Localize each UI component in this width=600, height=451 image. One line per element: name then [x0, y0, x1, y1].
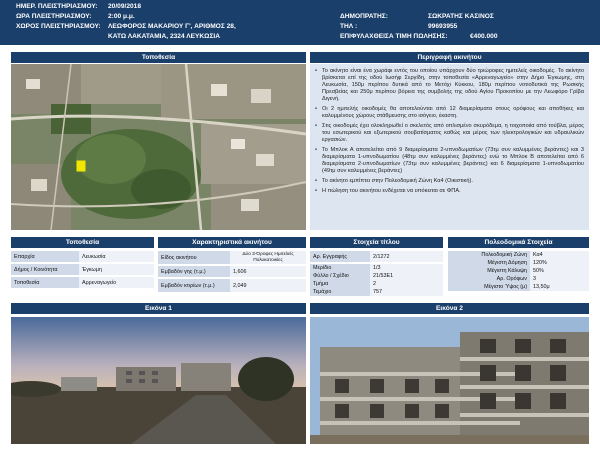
cell-value: 13,50μ	[530, 283, 589, 291]
image1-header: Εικόνα 1	[11, 303, 306, 314]
table-row	[448, 259, 589, 267]
features-table	[158, 251, 306, 292]
cell-value: 2,049	[230, 279, 306, 292]
table-row	[158, 251, 306, 264]
cell-value: Κα4	[530, 251, 589, 259]
cell-value: 757	[370, 288, 443, 296]
table-row	[448, 275, 589, 283]
auction-header	[0, 0, 600, 45]
cell-value: Λευκωσία	[79, 251, 154, 262]
auction-time-value: 2:00 μ.μ.	[108, 13, 135, 20]
table-row	[448, 267, 589, 275]
description-item: • Στις οικοδομές έχει ολοκληρωθεί ο σκελετός από οπλισμένο σκυρόδεμα, η τοιχοποιία από τούβλα, μέρος του εσωτερικού και εξωτερικού σουβατίσματος καθώς και μέρος των ηλεκτρολογικών και υδραυλικών εργασιών.	[315, 123, 584, 144]
title-table-header: Στοιχεία τίτλου	[310, 237, 443, 248]
table-row	[310, 288, 443, 296]
cell-label: Αρ. Εγγραφής	[310, 251, 370, 262]
cell-label: Φύλλο / Σχέδιο	[310, 272, 370, 280]
cell-label: Μέγιστη Δόμηση	[448, 259, 530, 267]
description-item: • Το Μπλοκ Α αποτελείται από 9 διαμερίσματα 2-υπνοδωματίων (73τμ συν καλυμμένες βεράντες) και 3 διαμερίσματα 1-υπνοδωματίου (48τμ συν καλυμμένες βεράντες) ενώ το Μπλοκ Β αποτελείται από 6 διαμερίσματα 2-υπνοδωματίων (73τμ συν καλυμμένες βεράντες) και 6 διαμερίσματα 1-υπνοδωματίου (49τμ συν καλυμμένες βεράντες)	[315, 147, 584, 175]
table-row	[448, 251, 589, 259]
planning-table-header: Πολεοδομικά Στοιχεία	[448, 237, 589, 248]
cell-value: Αρρεναγωγείο	[79, 277, 154, 288]
aerial-map-graphic	[11, 64, 306, 230]
table-row	[310, 272, 443, 280]
photo-2-graphic	[310, 317, 589, 444]
property-description-panel	[310, 64, 589, 230]
cell-value: 3	[530, 275, 589, 283]
cell-label: Μερίδιο	[310, 264, 370, 272]
cell-label: Μέγιστο Ύψος (μ)	[448, 283, 530, 291]
phone-value: 99693955	[428, 23, 458, 30]
description-item: • Το ακίνητο είναι ένα χωράφι εντός του οποίου υπάρχουν δύο τριώροφες ημιτελείς οικοδομές. Το ακίνητο βρίσκεται επί της οδού Ιωσήφ Σεργίδη, στην τοποθεσία «Αρρεναγωγείο» στην Δήμο Έγκωμης, στη Λευκωσία, 150μ περίπου δυτικά από το Μετόχι Κύκκου, 180μ περίπου νοτιοδυτικά της Ρωσικής Πρεσβείας και 250μ περίπου βόρεια της συμβολής της οδού Αγίου Προκοπίου με την Λεωφόρο Γρίβα Διγενή.	[315, 68, 584, 103]
cell-value: 120%	[530, 259, 589, 267]
auction-date-label: ΗΜΕΡ. ΠΛΕΙΣΤΗΡΙΑΣΜΟΥ:	[16, 3, 98, 10]
description-item: • Το ακίνητο εμπίπτει στην Πολεοδομική Ζώνη Κα4 (Οικιστική).	[315, 178, 584, 185]
table-row	[158, 279, 306, 292]
cell-value: Έγκωμη	[79, 264, 154, 275]
image2-header: Εικόνα 2	[310, 303, 589, 314]
reserve-price-label: ΕΠΙΦΥΛΑΧΘΕΙΣΑ ΤΙΜΗ ΠΩΛΗΣΗΣ:	[340, 33, 448, 40]
auction-date-value: 20/09/2018	[108, 3, 142, 10]
location-table	[11, 251, 154, 288]
cell-value: 2	[370, 280, 443, 288]
description-item: • Η πώληση του ακινήτου ενδέχεται να υπόκειται σε ΦΠΑ.	[315, 188, 584, 195]
cell-value: 2/1272	[370, 251, 443, 262]
phone-label: ΤΗΛ :	[340, 23, 358, 30]
description-item: • Οι 2 ημιτελής οικοδομές θα αποτελούνται από 12 διαμερίσματα στους ορόφους και αποθήκες και καλυμμένους χώρους στάθμευσης στο ισόγειο, έκαστη.	[315, 106, 584, 120]
cell-label: Μέγιστη Κάλυψη	[448, 267, 530, 275]
property-photo-2	[310, 317, 589, 444]
cell-label: Επαρχία	[11, 251, 79, 262]
property-photo-1	[11, 317, 306, 444]
title-table	[310, 251, 443, 296]
cell-label: Τοποθεσία	[11, 277, 79, 288]
location-section-header: Τοποθεσία	[11, 52, 306, 63]
auction-place-line2: ΚΑΤΩ ΛΑΚΑΤΑΜΙΑ, 2324 ΛΕΥΚΩΣΙΑ	[108, 33, 220, 40]
photo-1-graphic	[11, 317, 306, 444]
auction-place-label: ΧΩΡΟΣ ΠΛΕΙΣΤΗΡΙΑΣΜΟΥ:	[16, 23, 101, 30]
cell-label: Εμβαδόν κτιρίων (τ.μ.)	[158, 279, 230, 292]
cell-label: Αρ. Ορόφων	[448, 275, 530, 283]
table-row	[11, 277, 154, 288]
table-row	[158, 266, 306, 277]
cell-label: Τμήμα	[310, 280, 370, 288]
reserve-price-value: €400.000	[470, 33, 498, 40]
cell-value: 21/53E1	[370, 272, 443, 280]
planning-table	[448, 251, 589, 291]
cell-label: Πολεοδομική Ζώνη	[448, 251, 530, 259]
auction-time-label: ΩΡΑ ΠΛΕΙΣΤΗΡΙΑΣΜΟΥ:	[16, 13, 92, 20]
table-row	[310, 264, 443, 272]
cell-value: 50%	[530, 267, 589, 275]
location-table-header: Τοποθεσία	[11, 237, 154, 248]
cell-value: 1,606	[230, 266, 306, 277]
table-row	[11, 251, 154, 262]
description-section-header: Περιγραφή ακινήτου	[310, 52, 589, 63]
auction-place-line1: ΛΕΩΦΟΡΟΣ ΜΑΚΑΡΙΟΥ Γ', ΑΡΙΘΜΟΣ 28,	[108, 23, 236, 30]
table-row	[448, 283, 589, 291]
table-row	[11, 264, 154, 275]
auctioneer-value: ΣΩΚΡΑΤΗΣ ΚΑΣΙΝΟΣ	[428, 13, 494, 20]
cell-label: Εμβαδόν γης (τ.μ.)	[158, 266, 230, 277]
cell-label: Είδος ακινήτου	[158, 251, 230, 264]
auctioneer-label: ΔΗΜΟΠΡΑΤΗΣ:	[340, 13, 388, 20]
property-location-marker	[77, 161, 85, 171]
cell-value: Δύο 3-Όροφες Ημιτελείς Πολυκατοικίες	[230, 251, 306, 264]
aerial-map-image	[11, 64, 306, 230]
cell-label: Τεμάχιο	[310, 288, 370, 296]
features-table-header: Χαρακτηριστικά ακινήτου	[158, 237, 306, 248]
description-list	[315, 68, 584, 195]
table-row	[310, 251, 443, 262]
table-row	[310, 280, 443, 288]
cell-label: Δήμος / Κοινότητα	[11, 264, 79, 275]
cell-value: 1/3	[370, 264, 443, 272]
